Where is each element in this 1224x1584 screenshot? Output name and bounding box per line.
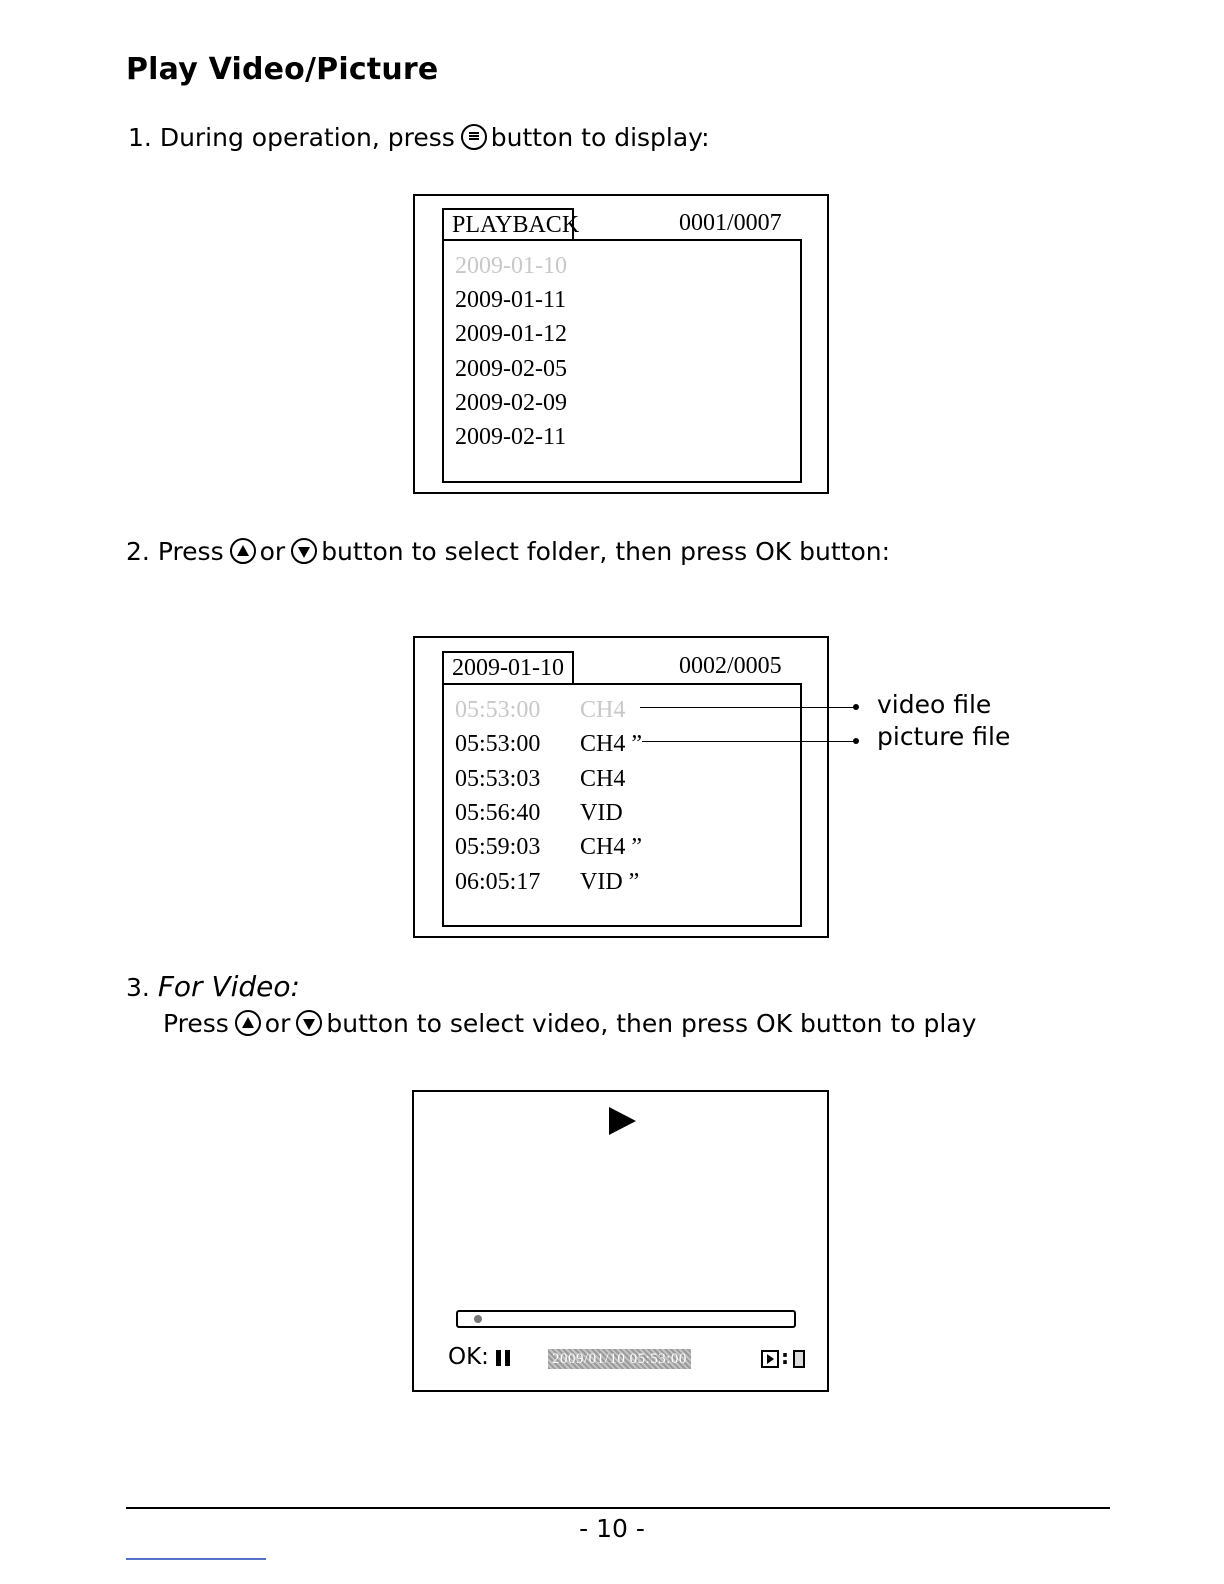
- playback-folder-screen: [413, 194, 829, 494]
- step-3-heading-line: [126, 970, 300, 1003]
- step-2-number: 2.: [126, 537, 150, 566]
- file-time: 05:59:03: [455, 834, 541, 860]
- file-time: 05:53:00: [455, 697, 541, 723]
- pause-icon: [496, 1350, 510, 1366]
- battery-icon: [793, 1350, 805, 1368]
- file-list: [442, 683, 802, 927]
- picture-file-callout-dot: [853, 738, 859, 744]
- step-3: [163, 1009, 976, 1038]
- file-type: CH4: [580, 697, 626, 723]
- play-icon: [609, 1107, 636, 1135]
- folder-item[interactable]: 2009-02-05: [455, 356, 567, 382]
- ok-label: OK:: [448, 1344, 489, 1370]
- step-2-text-before: Press: [157, 537, 224, 566]
- playback-mode-icon: [761, 1350, 779, 1368]
- folder-header: 2009-01-10: [442, 651, 574, 683]
- step-3-heading: For Video:: [157, 970, 300, 1003]
- file-time: 06:05:17: [455, 869, 541, 895]
- file-item[interactable]: [455, 696, 626, 724]
- progress-bar[interactable]: [456, 1310, 796, 1328]
- file-type: CH4 ”: [580, 731, 642, 757]
- blue-underline: [126, 1558, 266, 1560]
- file-item[interactable]: [455, 833, 642, 861]
- video-file-label: video file: [877, 690, 992, 719]
- step-3-text-before: Press: [163, 1009, 229, 1038]
- file-item[interactable]: [455, 799, 623, 827]
- step-1-text-after: button to display:: [490, 123, 710, 152]
- video-playback-screen: [412, 1090, 829, 1392]
- file-type: VID: [580, 800, 623, 826]
- up-button-icon: [230, 538, 256, 564]
- file-type: VID ”: [580, 869, 640, 895]
- folder-counter: 0001/0007: [679, 210, 782, 236]
- mode-colon: :: [781, 1345, 789, 1369]
- step-3-or: or: [264, 1009, 291, 1038]
- folder-item[interactable]: 2009-01-10: [455, 253, 567, 279]
- file-item[interactable]: [455, 765, 626, 793]
- video-file-callout-dot: [853, 704, 859, 710]
- down-button-icon: [291, 538, 317, 564]
- file-time: 05:53:03: [455, 766, 541, 792]
- step-3-text-after: button to select video, then press OK button to play: [326, 1009, 977, 1038]
- folder-item[interactable]: 2009-02-11: [455, 424, 567, 450]
- file-counter: 0002/0005: [679, 653, 782, 679]
- timestamp: 2009/01/10 05:53:00: [548, 1349, 691, 1369]
- step-1-text-before: During operation, press: [159, 123, 455, 152]
- folder-item[interactable]: 2009-01-11: [455, 287, 567, 313]
- file-time: 05:56:40: [455, 800, 541, 826]
- video-file-callout-line: [640, 707, 856, 708]
- page-number: - 10 -: [579, 1514, 645, 1543]
- page-title: Play Video/Picture: [126, 52, 439, 87]
- file-list-screen: [413, 636, 829, 938]
- step-1: [128, 123, 710, 152]
- file-type: CH4 ”: [580, 834, 642, 860]
- picture-file-label: picture file: [877, 722, 1011, 751]
- step-2-text-after: button to select folder, then press OK button:: [321, 537, 891, 566]
- footer-divider: [126, 1507, 1110, 1509]
- file-time: 05:53:00: [455, 731, 541, 757]
- step-2-or: or: [259, 537, 286, 566]
- file-type: CH4: [580, 766, 626, 792]
- step-1-number: 1.: [128, 123, 152, 152]
- file-item[interactable]: [455, 868, 640, 896]
- folder-item[interactable]: 2009-02-09: [455, 390, 567, 416]
- step-3-number: 3.: [126, 973, 150, 1002]
- picture-file-callout-line: [642, 741, 856, 742]
- progress-knob[interactable]: [474, 1315, 482, 1323]
- folder-item[interactable]: 2009-01-12: [455, 321, 567, 347]
- file-item[interactable]: [455, 730, 642, 758]
- up-button-icon: [235, 1010, 261, 1036]
- step-2: [126, 537, 890, 566]
- down-button-icon: [296, 1010, 322, 1036]
- menu-button-icon: [461, 124, 487, 150]
- folder-list: [442, 239, 802, 483]
- playback-header: PLAYBACK: [442, 208, 574, 240]
